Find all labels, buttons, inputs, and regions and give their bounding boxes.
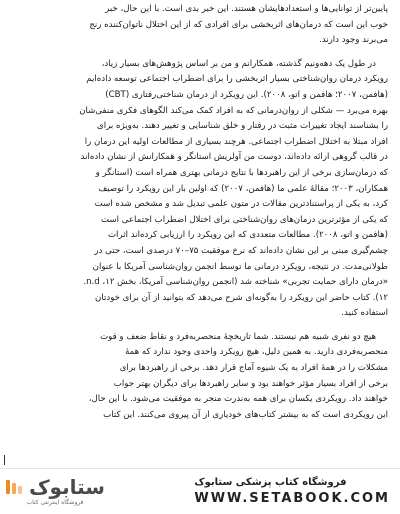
body-text: [12, 2, 388, 423]
store-name: فروشگاه کتاب پزشکی ستابوک: [194, 477, 347, 488]
text-line: طولانی‌مدت. در نتیجه، رویکرد درمانی ما توسط انجمن روان‌شناسی آمریکا با عنوان: [92, 261, 388, 272]
text-line: همکاران، ۲۰۰۳؛ مقالهٔ علمی ما (هافمن، ۲۰۰۷) که اولین بار این رویکرد را توصیف: [98, 183, 388, 194]
text-line: مشکلات را در همهٔ افراد به یک شیوه آماج قرار دهد. برخی از راهبردها برای: [119, 363, 388, 374]
text-line: این رویکردی است که به بیشتر کتاب‌های خودیاری از آن پیروی می‌کنند. این کتاب: [103, 409, 388, 420]
store-url-link[interactable]: WWW.SETABOOK.COM: [194, 491, 390, 506]
text-line: منحصربه‌فردی دارید. به همین دلیل، هیچ رویکرد واحدی وجود ندارد که همهٔ: [125, 347, 388, 358]
text-line: در قالب گروهی ارائه داده‌اند، دوست من آولریش استانگر و همکارانش از نشان داده‌اند: [80, 152, 388, 163]
text-line: کرد، به یکی از پراستنادترین مقالات در متون علمی تبدیل شد و مشخص شده است: [94, 199, 388, 210]
text-line: که درمان‌سازی برخی از این راهبردها با نتایج درمانی بهتری همراه است (استانگر و: [95, 167, 388, 178]
paragraph-3: [12, 330, 388, 424]
logo-subtitle: فروشگاه اینترنتی کتاب: [26, 499, 84, 506]
text-line: هیچ دو نفری شبیه هم نیستند. شما تاریخچهٔ منحصربه‌فرد و نقاط ضعف و قوت: [100, 331, 376, 342]
text-line: در طول یک دهه‌ونیم گذشته، همکارانم و من بر اساس پژوهش‌های بسیار زیاد،: [101, 58, 376, 69]
text-line: (هافمن، ۲۰۰۷؛ هافمن و اتو، ۲۰۰۸). این رویکرد از درمان شناختی‌رفتاری (CBT): [105, 89, 388, 100]
text-line: چشم‌گیری مبنی بر این نشان داده‌اند که نرخ موفقیت ۷۵–۷۰ درصدی است، حتی در: [94, 245, 388, 256]
text-line: استفاده کنید.: [341, 308, 388, 319]
text-line: ۱۲). کتاب حاضر این رویکرد را به‌گونه‌ای شرح می‌دهد که بتوانید از آن برای خودتان: [95, 292, 388, 303]
text-line: می‌برند وجود دارند.: [319, 35, 388, 46]
text-line: خوب این است که درمان‌های اثربخشی برای افرادی که از این اختلال ناتوان‌کننده رنج: [89, 19, 388, 30]
text-cursor-mark: [4, 455, 8, 465]
logo-text: ستابوک: [29, 475, 105, 499]
publisher-footer: [0, 468, 400, 514]
text-line: برخی از افراد بسیار مؤثر خواهند بود و سایر راهبردها برای دیگران بهتر جواب: [113, 378, 388, 389]
text-line: افراد مبتلا به اختلال اضطراب اجتماعی. هرچند بسیاری از مطالعات اولیه این درمان را: [84, 136, 388, 147]
text-line: که یکی از مؤثرترین درمان‌های روان‌شناختی برای اختلال اضطراب اجتماعی است: [100, 214, 388, 225]
text-line: پایین‌تر از توانایی‌ها و استعدادهایشان هستند. این خبر بدی است. با این حال، خبر: [105, 4, 388, 14]
text-line: رویکرد درمان روان‌شناختی بسیار اثربخشی را برای اضطراب اجتماعی توسعه داده‌ایم: [86, 74, 388, 85]
book-stack-icon: [5, 477, 25, 497]
text-line: را بشناسند ایجاد تغییرات مثبت در رفتار و خلق شناسایی و تغییر دهند. به‌ویژه برای: [97, 121, 388, 132]
text-line: خواهند داد. رویکردی یکسان برای همه به‌ندرت منجر به موفقیت می‌شود. با این حال،: [88, 394, 388, 405]
text-line: «درمان دارای حمایت تجربی» شناخته شد (انجمن روان‌شناسی آمریکا، بخش ۱۲، n.d.: [83, 277, 388, 288]
text-line: (هافمن و اتو، ۲۰۰۸). مطالعات متعددی که این رویکرد را ارزیابی کرده‌اند اثرات: [107, 230, 388, 241]
paragraph-2: [12, 57, 388, 322]
setabook-logo[interactable]: [12, 472, 105, 512]
store-info: [194, 477, 390, 506]
text-line: بهره می‌برد — شکلی از روان‌درمانی که به افراد کمک می‌کند الگوهای فکری منفی‌شان: [79, 105, 388, 116]
logo-mark: [5, 477, 105, 497]
paragraph-1: [12, 2, 388, 49]
